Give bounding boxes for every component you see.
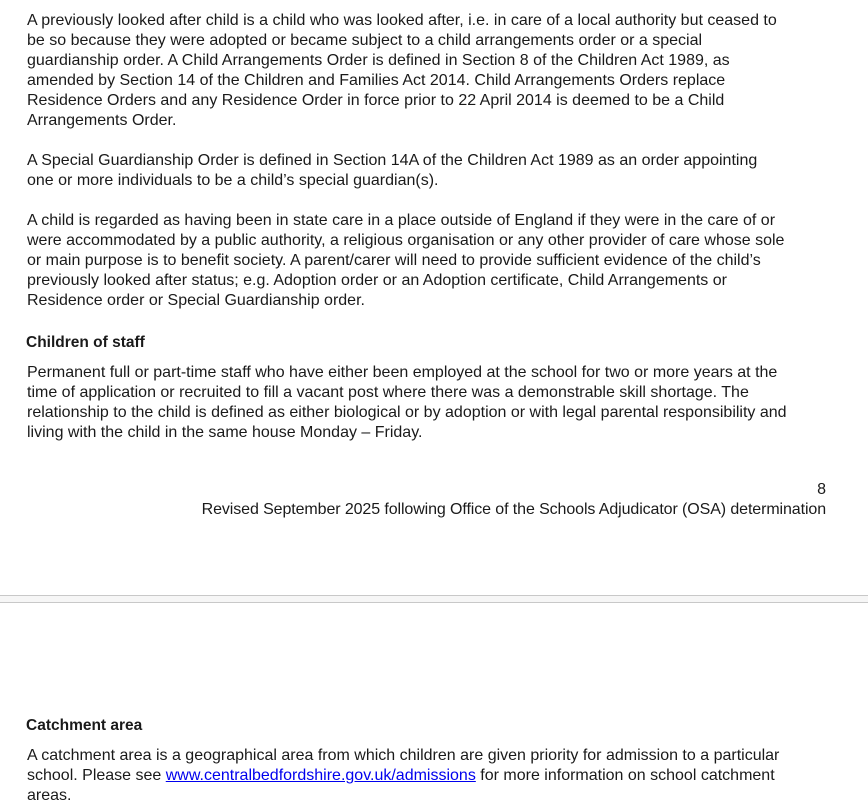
document-page-9 bbox=[0, 603, 868, 812]
paragraph-line: time of application or recruited to fill a vacant post where there was a demonstrable skill shortage. The bbox=[27, 384, 749, 401]
paragraph-line: living with the child in the same house Monday – Friday. bbox=[27, 424, 423, 441]
page-footer: Revised September 2025 following Office of the Schools Adjudicator (OSA) determination bbox=[201, 501, 826, 518]
paragraph-line: previously looked after status; e.g. Adoption order or an Adoption certificate, Child Arrangements or bbox=[27, 272, 727, 289]
section-heading-children-of-staff: Children of staff bbox=[26, 334, 145, 351]
paragraph-line: amended by Section 14 of the Children and Families Act 2014. Child Arrangements Orders replace bbox=[27, 72, 726, 89]
paragraph-line: guardianship order. A Child Arrangements Order is defined in Section 8 of the Children Act 1989, as bbox=[27, 52, 730, 69]
text-segment: for more information on school catchment bbox=[475, 767, 775, 784]
paragraph-line: be so because they were adopted or became subject to a child arrangements order or a special bbox=[27, 32, 703, 49]
section-heading-catchment-area: Catchment area bbox=[26, 717, 143, 734]
paragraph-line bbox=[27, 766, 775, 786]
paragraph-line: Permanent full or part-time staff who have either been employed at the school for two or more years at the bbox=[27, 364, 778, 381]
paragraph-line: Residence Orders and any Residence Order in force prior to 22 April 2014 is deemed to be a Child bbox=[27, 92, 725, 109]
paragraph-line: Residence order or Special Guardianship order. bbox=[27, 292, 365, 309]
paragraph-line: were accommodated by a public authority, a religious organisation or any other provider of care whose sole bbox=[27, 232, 785, 249]
page-break-separator bbox=[0, 595, 868, 603]
text-segment: school. Please see bbox=[27, 767, 166, 784]
paragraph-line: relationship to the child is defined as either biological or by adoption or with legal parental responsibility and bbox=[27, 404, 787, 421]
paragraph-line: A child is regarded as having been in state care in a place outside of England if they were in the care of or bbox=[27, 212, 776, 229]
page-number: 8 bbox=[817, 481, 826, 498]
paragraph-line: A previously looked after child is a child who was looked after, i.e. in care of a local authority but ceased to bbox=[27, 12, 777, 29]
paragraph-line: A Special Guardianship Order is defined in Section 14A of the Children Act 1989 as an order appointing bbox=[27, 152, 758, 169]
paragraph-line: A catchment area is a geographical area from which children are given priority for admission to a particular bbox=[27, 747, 780, 764]
paragraph-line: Arrangements Order. bbox=[27, 112, 177, 129]
paragraph-line: or main purpose is to benefit society. A parent/carer will need to provide sufficient evidence of the child’s bbox=[27, 252, 761, 269]
admissions-link[interactable]: www.centralbedfordshire.gov.uk/admissions bbox=[165, 767, 476, 784]
paragraph-line: one or more individuals to be a child’s special guardian(s). bbox=[27, 172, 439, 189]
paragraph-line: areas. bbox=[27, 787, 72, 804]
